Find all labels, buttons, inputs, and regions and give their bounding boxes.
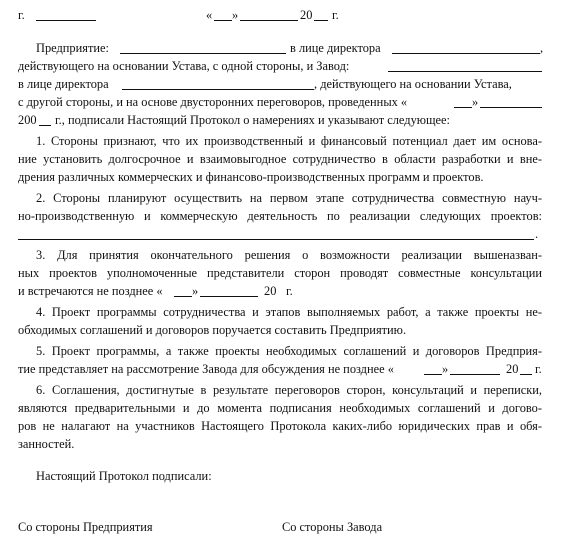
- acting-text-1: действующего на основании Устава, с одной стороны, и Завод:: [18, 59, 350, 73]
- p3-line-3: и встречаются не позднее « » 20 г.: [18, 284, 293, 298]
- p2-line-2: но-производственную и коммерческую деятельность по реализации следующих проектов:: [18, 209, 542, 223]
- sign-enterprise: Со стороны Предприятия: [18, 520, 153, 534]
- p5-month-blank: [450, 362, 500, 375]
- p3-line-2: ных проектов уполномоченные представители сторон проводят совместные консультации: [18, 266, 542, 280]
- p2-line-1: 2. Стороны планируют осуществить на первом этапе сотрудничества совместную науч-: [36, 191, 542, 205]
- neg-month-blank: [480, 95, 542, 108]
- signed-intent-text: г., подписали Настоящий Протокол о намерениях и указывают следующее:: [55, 113, 451, 127]
- preamble-line-4: с другой стороны, и на основе двусторонних переговоров, проведенных « »: [0, 93, 566, 111]
- preamble-line-1: Предприятие: в лице директора ,: [36, 41, 544, 55]
- negotiations-text: с другой стороны, и на основе двусторонних переговоров, проведенных «: [18, 95, 408, 109]
- p6-line-3: ров не налагают на участников Настоящего Протокола каких-либо юридических прав и обя-: [18, 419, 542, 433]
- p1-line-3: дрения различных коммерческих и финансово-производственных программ и проектов.: [18, 170, 484, 184]
- preamble-line-3: [0, 75, 566, 93]
- year-prefix: 20: [300, 8, 313, 22]
- enterprise-blank: [120, 41, 286, 54]
- p2-line-3: .: [0, 225, 566, 243]
- p5-day-blank: [424, 362, 442, 375]
- day-blank: [214, 8, 232, 21]
- p5-line-2: тие представляет на рассмотрение Завода для обсуждения не позднее « » 20 г.: [18, 362, 542, 376]
- year-blank: [314, 8, 328, 21]
- director-label-1: в лице директора: [290, 41, 381, 55]
- preamble-line-2: [0, 57, 566, 75]
- p3-month-blank: [200, 284, 258, 297]
- p3-day-blank: [174, 284, 192, 297]
- p1-line-1: 1. Стороны признают, что их производственный и финансовый потенциал дает им основа-: [36, 134, 542, 148]
- sign-plant: Со стороны Завода: [282, 520, 383, 534]
- director-blank-2: [122, 77, 314, 90]
- city-blank: [36, 8, 96, 21]
- preamble-line-5: [0, 111, 566, 129]
- p6-line-1: 6. Соглашения, достигнутые в результате переговоров сторон, консультаций и переписки,: [36, 383, 542, 397]
- header-line: [0, 6, 566, 24]
- p4-line-1: 4. Проект программы сотрудничества и этапов выполняемых работ, а также проекты не-: [36, 305, 542, 319]
- signed-by-text: Настоящий Протокол подписали:: [36, 469, 212, 483]
- director-label-2: в лице директора: [18, 77, 109, 91]
- date-close: »: [232, 8, 239, 22]
- p6-line-4: занностей.: [18, 437, 75, 451]
- signatures-line: [0, 518, 566, 536]
- p5-year-blank: [520, 362, 532, 375]
- p6-line-2: являются предварительными и до момента подписания необходимых соглашений и догово-: [18, 401, 542, 415]
- p1-line-2: ние установить долгосрочное и взаимовыгодное сотрудничество в области разработки и вне-: [18, 152, 542, 166]
- neg-day-blank: [454, 95, 472, 108]
- month-blank: [240, 8, 298, 21]
- p3-line-1: 3. Для принятия окончательного решения о возможности реализации вышеназван-: [36, 248, 542, 262]
- neg-year-blank: [39, 113, 51, 126]
- signed-by-line: [0, 467, 566, 485]
- p4-line-2: обходимых соглашений и договоров поручается составить Предприятию.: [18, 323, 407, 337]
- director-blank-1: [392, 41, 540, 54]
- year-suffix: г.: [332, 8, 339, 22]
- year-200: 200: [18, 113, 37, 127]
- plant-blank: [388, 59, 542, 72]
- city-prefix: г.: [18, 8, 25, 22]
- date-open: «: [206, 8, 213, 22]
- enterprise-label: Предприятие:: [36, 41, 109, 55]
- p5-line-1: 5. Проект программы, а также проекты необходимых соглашений и договоров Предприя-: [36, 344, 542, 358]
- acting-text-2: , действующего на основании Устава,: [314, 77, 512, 91]
- projects-blank: [18, 227, 534, 240]
